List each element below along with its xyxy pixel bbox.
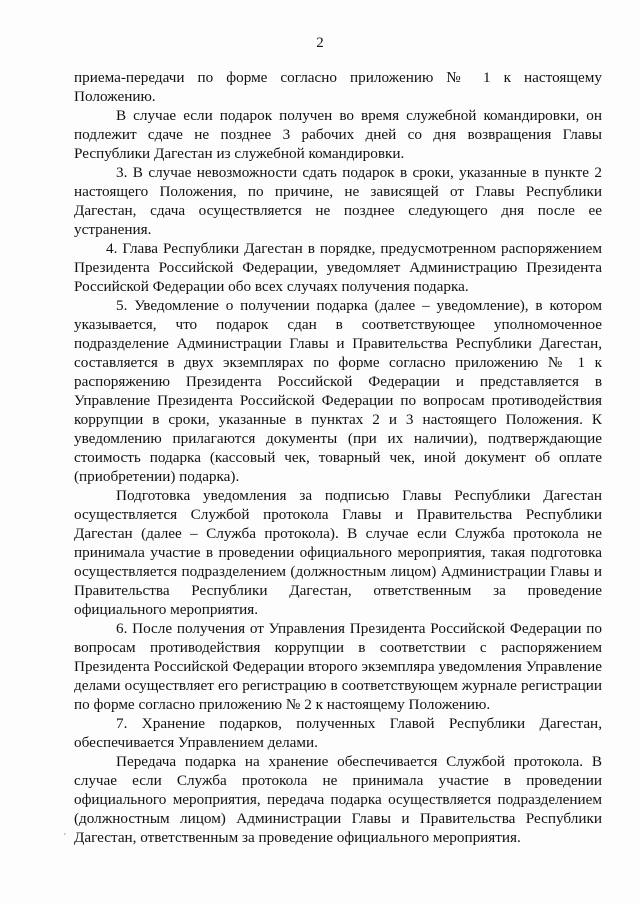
paragraph-gift-transfer: Передача подарка на хранение обеспечивается Службой протокола. В случае если Служба протокола не принимала участие в проведении официального мероприятия, передача подарка осуществляется подразделением (должностным лицом) Администрации Главы и Правительства Республики Дагестан, ответственным за проведение официального мероприятия. [74, 753, 602, 846]
paragraph-business-trip: В случае если подарок получен во время служебной командировки, он подлежит сдаче не позднее 3 рабочих дней со дня возвращения Главы Республики Дагестан из служебной командировки. [74, 107, 602, 162]
page-number: 2 [316, 35, 324, 51]
paragraph-item-3: 3. В случае невозможности сдать подарок в сроки, указанные в пункте 2 настоящего Положения, по причине, не зависящей от Главы Республики Дагестан, сдача осуществляется не позднее следующего дня после ее устранения. [74, 164, 602, 238]
paragraph-notification-preparation: Подготовка уведомления за подписью Главы Республики Дагестан осуществляется Службой протокола Главы и Правительства Республики Дагестан (далее – Служба протокола). В случае если Служба протокола не принимала участие в проведении официального мероприятия, такая подготовка осуществляется подразделением (должностным лицом) Администрации Главы и Правительства Республики Дагестан, ответственным за проведение официального мероприятия. [74, 487, 602, 618]
paragraph-continuation: приема-передачи по форме согласно приложению № 1 к настоящему Положению. [74, 69, 602, 105]
document-body [74, 68, 602, 847]
paragraph-item-7: 7. Хранение подарков, полученных Главой Республики Дагестан, обеспечивается Управлением делами. [74, 715, 602, 751]
paragraph-item-4: 4. Глава Республики Дагестан в порядке, предусмотренном распоряжением Президента Российской Федерации, уведомляет Администрацию Президента Российской Федерации обо всех случаях получения подарка. [74, 240, 602, 295]
paragraph-item-6: 6. После получения от Управления Президента Российской Федерации по вопросам противодействия коррупции в соответствии с распоряжением Президента Российской Федерации второго экземпляра уведомления Управление делами осуществляет его регистрацию в соответствующем журнале регистрации по форме согласно приложению № 2 к настоящему Положению. [74, 620, 602, 713]
paragraph-item-5: 5. Уведомление о получении подарка (далее – уведомление), в котором указывается, что подарок сдан в соответствующее уполномоченное подразделение Администрации Главы и Правительства Республики Дагестан, составляется в двух экземплярах по форме согласно приложению № 1 к распоряжению Президента Российской Федерации и представляется в Управление Президента Российской Федерации по вопросам противодействия коррупции в сроки, указанные в пунктах 2 и 3 настоящего Положения. К уведомлению прилагаются документы (при их наличии), подтверждающие стоимость подарка (кассовый чек, товарный чек, иной документ об оплате (приобретении) подарка). [74, 297, 602, 485]
scan-mark: ' [64, 832, 66, 843]
